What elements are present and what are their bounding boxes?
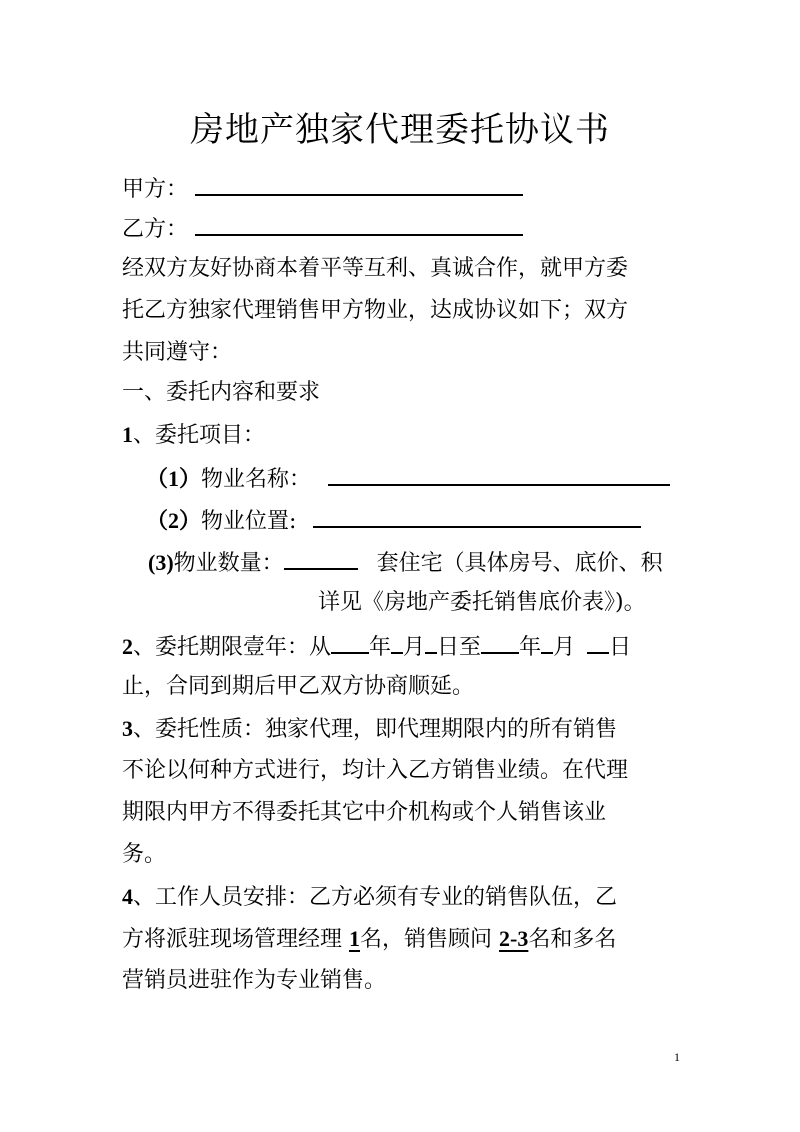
start-day-blank — [425, 630, 437, 654]
start-day-label: 日至 — [437, 635, 482, 660]
sub-item-3-text: 套住宅（具体房号、底价、积 — [376, 551, 663, 576]
item-3-line-4: 务。 — [122, 842, 167, 867]
item-4-line-1 — [122, 882, 617, 913]
party-b-line — [122, 212, 523, 245]
property-quantity-blank — [284, 546, 358, 570]
item-1-text: 、委托项目： — [133, 423, 266, 448]
sub-item-3-line — [148, 546, 663, 579]
item-3-text-1: 、委托性质：独家代理，即代理期限内的所有销售 — [133, 717, 618, 742]
sub-item-2-number: （2） — [146, 508, 202, 533]
start-year-blank — [331, 630, 369, 654]
item-2-text: 、委托期限壹年：从 — [133, 635, 332, 660]
start-year-label: 年 — [369, 635, 392, 660]
party-a-line — [122, 172, 523, 205]
sub-item-2-label: 物业位置: — [201, 509, 297, 534]
item-2-line — [122, 630, 631, 663]
item-4-text-2c: 名和多名 — [528, 927, 617, 952]
intro-line-1: 经双方友好协商本着平等互利、真诚合作，就甲方委 — [122, 256, 629, 281]
page-number: 1 — [674, 1050, 680, 1064]
item-1-line — [122, 420, 265, 451]
document-title: 房地产独家代理委托协议书 — [190, 110, 610, 150]
sub-item-1-label: 物业名称： — [201, 467, 312, 492]
start-month-blank — [391, 630, 403, 654]
item-3-line-2: 不论以何种方式进行，均计入乙方销售业绩。在代理 — [122, 758, 629, 783]
end-day-blank — [587, 630, 609, 654]
end-month-label: 月 — [553, 635, 576, 660]
item-3-line-3: 期限内甲方不得委托其它中介机构或个人销售该业 — [122, 800, 607, 825]
section-1-heading: 一、委托内容和要求 — [122, 380, 321, 405]
item-2-continuation: 止，合同到期后甲乙双方协商顺延。 — [122, 674, 475, 699]
sub-item-3-continuation: 详见《房地产委托销售底价表》)。 — [318, 590, 646, 615]
sub-item-3-number: (3) — [148, 550, 174, 575]
property-location-blank — [313, 504, 641, 528]
item-4-text-2b: 名，销售顾问 — [360, 927, 493, 952]
end-year-label: 年 — [519, 635, 542, 660]
party-a-blank — [195, 172, 523, 196]
item-4-text-1: 、工作人员安排：乙方必须有专业的销售队伍，乙 — [133, 885, 618, 910]
item-1-number: 1 — [122, 422, 133, 447]
item-3-number: 3 — [122, 716, 133, 741]
end-month-blank — [541, 630, 553, 654]
party-a-label: 甲方： — [122, 177, 189, 202]
item-2-number: 2 — [122, 634, 133, 659]
consultant-count: 2-3 — [499, 926, 529, 951]
sub-item-1-number: （1） — [146, 466, 202, 491]
intro-line-2: 托乙方独家代理销售甲方物业，达成协议如下；双方 — [122, 298, 629, 323]
party-b-label: 乙方： — [122, 217, 189, 242]
start-month-label: 月 — [403, 635, 426, 660]
end-day-label: 日 — [609, 635, 632, 660]
item-4-line-3: 营销员进驻作为专业销售。 — [122, 968, 387, 993]
intro-line-3: 共同遵守： — [122, 340, 233, 365]
item-4-number: 4 — [122, 884, 133, 909]
property-name-blank — [328, 462, 670, 486]
end-year-blank — [481, 630, 519, 654]
sub-item-1-line — [146, 462, 670, 495]
party-b-blank — [195, 212, 523, 236]
item-3-line-1 — [122, 714, 617, 745]
sub-item-3-label: 物业数量： — [173, 551, 284, 576]
item-4-text-2a: 方将派驻现场管理经理 — [122, 927, 343, 952]
sub-item-2-line — [146, 504, 641, 537]
item-4-line-2 — [122, 924, 616, 955]
manager-count: 1 — [349, 926, 361, 951]
